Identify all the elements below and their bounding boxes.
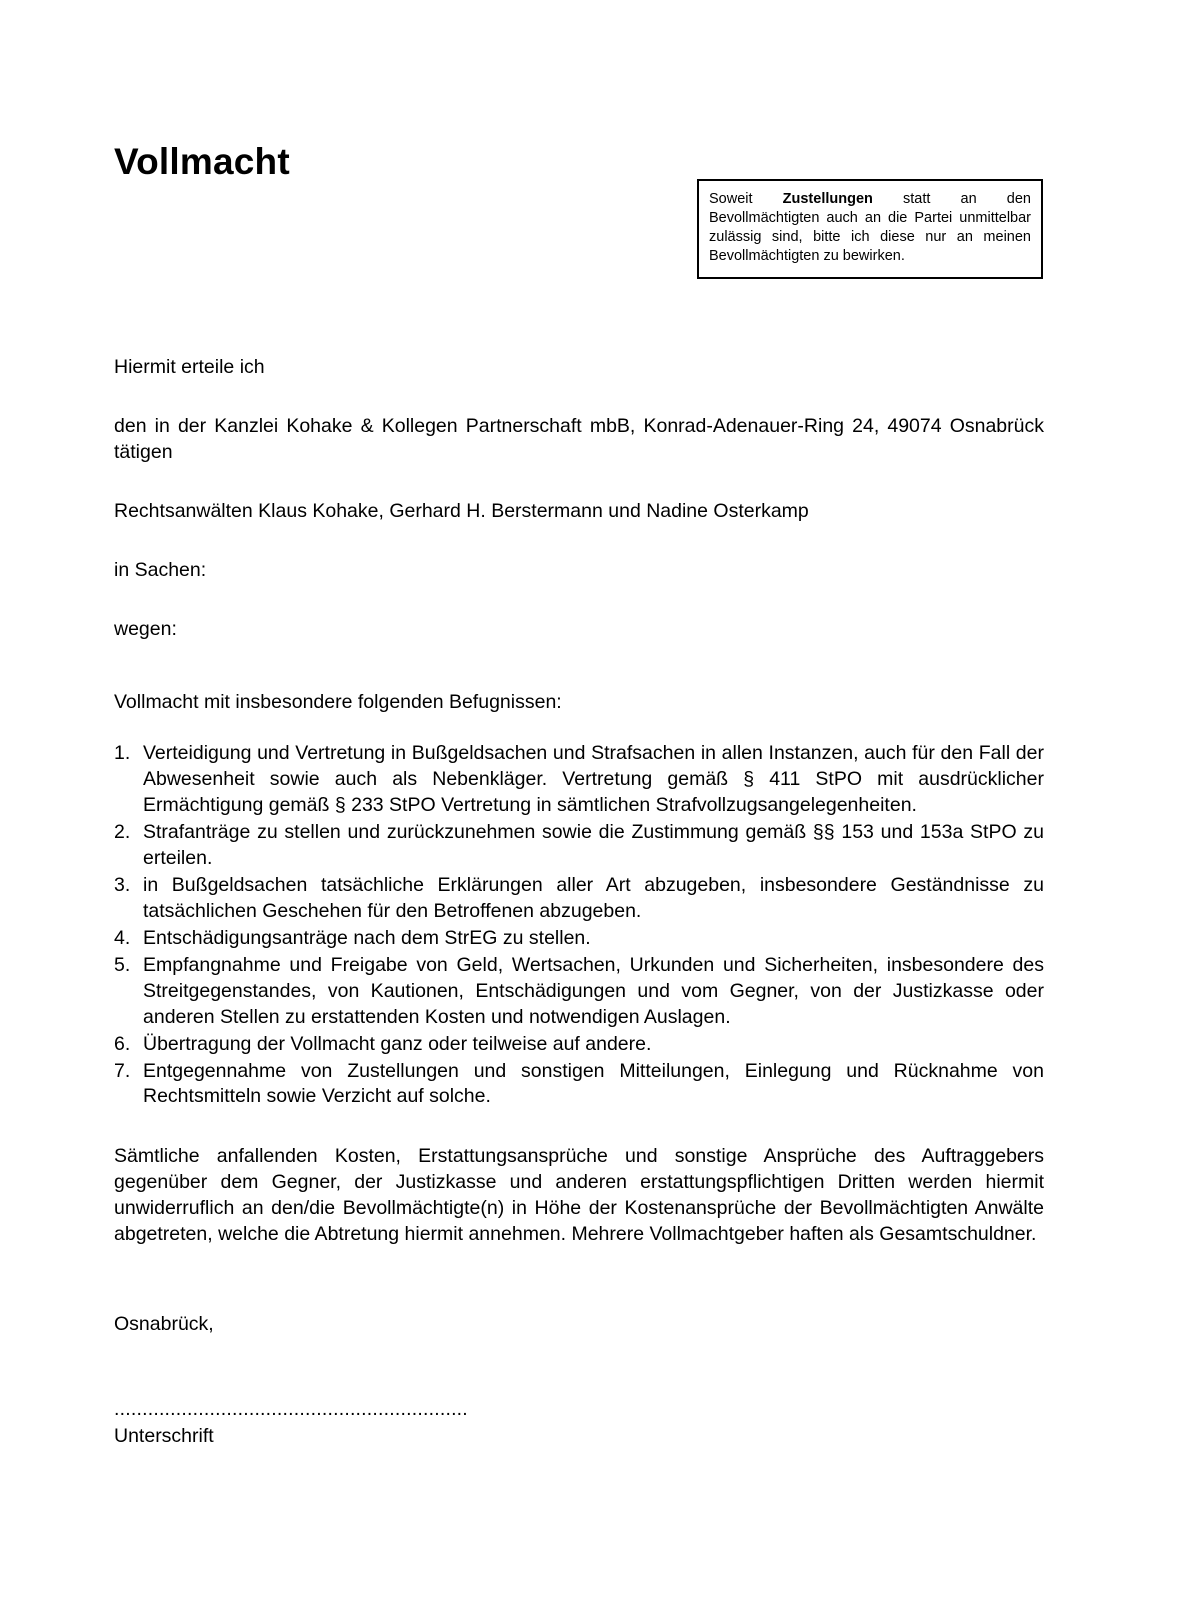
spacer xyxy=(114,715,1044,741)
notice-bold-term: Zustellungen xyxy=(782,191,873,207)
reason-label: wegen: xyxy=(114,617,177,640)
lawyers-line: Rechtsanwälten Klaus Kohake, Gerhard H. Berstermann und Nadine Osterkamp xyxy=(114,499,809,522)
delivery-notice-text xyxy=(709,190,1031,267)
list-item: Verteidigung und Vertretung in Bußgeldsachen und Strafsachen in allen Instanzen, auch für den Fall der Abwesenheit sowie auch als Nebenkläger. Vertretung gemäß § 411 StPO mit ausdrücklicher Ermächtigung gemäß § 233 StPO Vertretung in sämtlichen Strafvollzugsangelegenheiten. xyxy=(143,742,1044,817)
spacer xyxy=(114,525,1044,558)
list-item: Strafanträge zu stellen und zurückzunehmen sowie die Zustimmung gemäß §§ 153 und 153a StPO zu erteilen. xyxy=(143,821,1044,870)
list-item: Entgegennahme von Zustellungen und sonstigen Mitteilungen, Einlegung und Rücknahme von Rechtsmitteln sowie Verzicht auf solche. xyxy=(143,1059,1044,1108)
spacer xyxy=(114,1111,1044,1144)
signature-block xyxy=(114,1312,714,1450)
notice-suffix: statt an den Bevollmächtigten auch an die Partei unmittelbar zulässig sind, bitte ich diese nur an meinen Bevollmächtigten zu bewirken. xyxy=(709,191,1031,265)
assignment-clause-paragraph: Sämtliche anfallenden Kosten, Erstattungsansprüche und sonstige Ansprüche des Auftraggebers gegenüber dem Gegner, der Justizkasse und anderen erstattungspflichtigen Dritten werden hiermit unwiderruflich an den/die Bevollmächtigte(n) in Höhe der Kostenansprüche der Bevollmächtigten Anwälte abgetreten, welche die Abtretung hiermit annehmen. Mehrere Vollmachtgeber haften als Gesamtschuldner. xyxy=(114,1145,1044,1246)
powers-list xyxy=(114,741,1044,1110)
matter-label: in Sachen: xyxy=(114,558,207,581)
delivery-notice-box xyxy=(697,179,1043,279)
list-item: Empfangnahme und Freigabe von Geld, Wertsachen, Urkunden und Sicherheiten, insbesondere des Streitgegenstandes, von Kautionen, Entschädigungen und vom Gegner, von der Justizkasse oder anderen Stellen zu erstattenden Kosten und notwendigen Auslagen. xyxy=(143,953,1044,1028)
intro-line: Hiermit erteile ich xyxy=(114,356,265,378)
spacer xyxy=(114,466,1044,499)
notice-prefix: Soweit xyxy=(709,191,783,207)
page-title: Vollmacht xyxy=(114,140,290,182)
spacer xyxy=(114,643,1044,690)
document-body xyxy=(114,355,1044,1248)
spacer xyxy=(114,381,1044,414)
powers-heading: Vollmacht mit insbesondere folgenden Befugnissen: xyxy=(114,690,562,713)
list-item: Entschädigungsanträge nach dem StrEG zu stellen. xyxy=(143,926,591,949)
firm-address-paragraph: den in der Kanzlei Kohake & Kollegen Partnerschaft mbB, Konrad-Adenauer-Ring 24, 49074 Osnabrück tätigen xyxy=(114,414,1044,463)
spacer xyxy=(114,584,1044,617)
list-item: in Bußgeldsachen tatsächliche Erklärungen aller Art abzugeben, insbesondere Geständnisse zu tatsächlichen Geschehen für den Betroffenen abzugeben. xyxy=(143,874,1044,922)
signature-place: Osnabrück, xyxy=(114,1313,214,1335)
list-item: Übertragung der Vollmacht ganz oder teilweise auf andere. xyxy=(143,1032,652,1055)
signature-caption: Unterschrift xyxy=(114,1424,214,1447)
signature-dotted-line[interactable]: ............................................................... xyxy=(114,1399,468,1420)
